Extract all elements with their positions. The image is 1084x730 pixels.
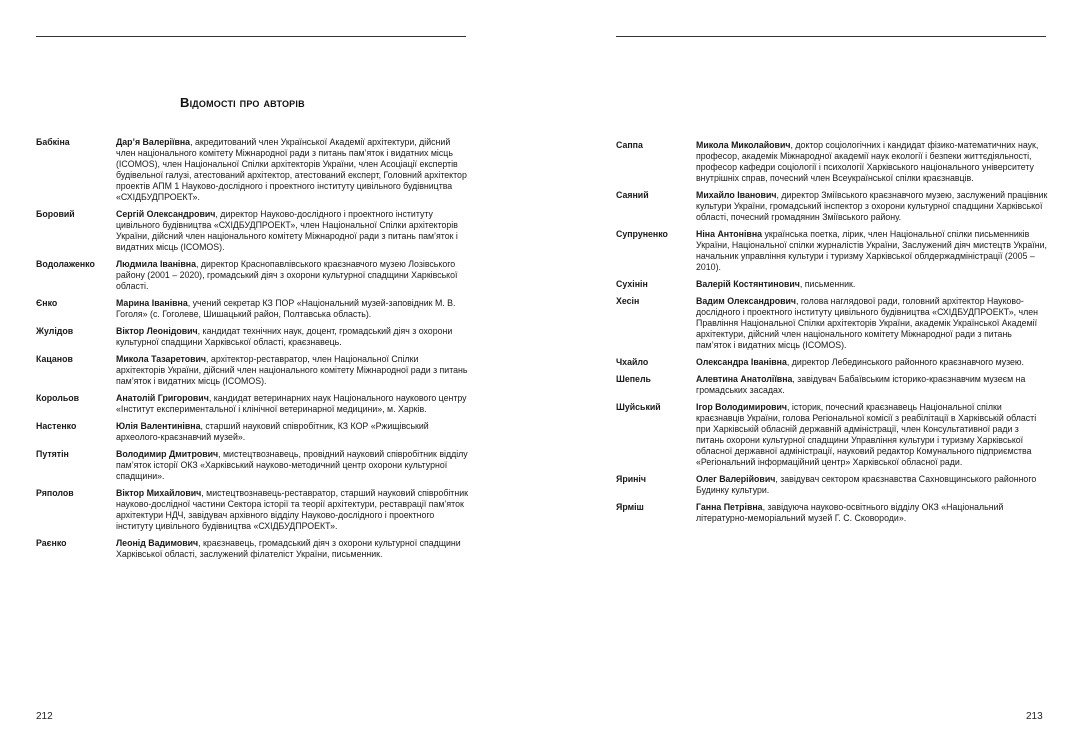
author-bio: , краєзнавець, громадський діяч з охорони культурної спадщини Харківської області, заслужений філателіст України, письменник. xyxy=(116,538,461,559)
authors-list xyxy=(616,140,1048,530)
author-description xyxy=(696,229,1048,273)
author-name: Олег Валерійович xyxy=(696,474,776,484)
header-rule xyxy=(36,36,466,37)
author-entry xyxy=(36,488,468,532)
author-entry xyxy=(36,298,468,320)
author-entry xyxy=(616,474,1048,496)
author-surname: Хесін xyxy=(616,296,640,306)
author-bio: , завідувач Бабаївським історико-краєзнавчим музеєм на громадських засадах. xyxy=(696,374,1026,395)
author-bio: , учений секретар КЗ ПОР «Національний музей-заповідник М. В. Гоголя» (с. Гоголеве, Шишацький район, Полтавська область). xyxy=(116,298,456,319)
author-description xyxy=(696,402,1048,468)
author-name: Алевтина Анатоліївна xyxy=(696,374,793,384)
author-surname: Саппа xyxy=(616,140,643,150)
author-description xyxy=(116,538,468,560)
author-bio: , директор Зміївського краєзнавчого музею, заслужений працівник культури України, громадський інспектор з охорони культурної спадщини Харківської області, почесний громадянин Зміївського району. xyxy=(696,190,1048,222)
author-surname: Раєнко xyxy=(36,538,67,548)
author-entry xyxy=(616,357,1048,368)
author-surname: Жулідов xyxy=(36,326,74,336)
author-name: Валерій Костянтинович xyxy=(696,279,800,289)
author-bio: , мистецтвознавець, провідний науковий співробітник відділу пам’яток історії ОКЗ «Харківський науково-методичний центр охорони культурної спадщини». xyxy=(116,449,468,481)
author-name: Ігор Володимирович xyxy=(696,402,787,412)
author-bio: , директор Лебединського районного краєзнавчого музею. xyxy=(786,357,1024,367)
author-name: Віктор Михайлович xyxy=(116,488,202,498)
author-entry xyxy=(616,279,1048,290)
author-entry xyxy=(36,538,468,560)
author-name: Дар’я Валеріївна xyxy=(116,137,191,147)
author-description xyxy=(116,488,468,532)
author-description xyxy=(116,449,468,482)
author-bio: , акредитований член Української Академії архітектури, дійсний член національного комітету Міжнародної ради з питань пам’яток і видатних місць (ICOMOS), член Національної Спілки архітекторів України, член Асоціації експертів будівельної галузі, атестований архітектор, атестований експерт, Головний архітектор проектів АПМ 1 Науково-дослідного і проектного інституту цивільного будівництва «СХІДБУДПРОЕКТ». xyxy=(116,137,467,202)
author-entry xyxy=(616,502,1048,524)
author-surname: Шепель xyxy=(616,374,651,384)
author-surname: Настенко xyxy=(36,421,77,431)
author-surname: Сухінін xyxy=(616,279,648,289)
author-bio: , голова наглядової ради, головний архітектор Науково-дослідного і проектного інституту цивільного будівництва «СХІДБУДПРОЕКТ», член Правління Національної Спілки архітекторів України, академік Української Академії архітектури, дійсний член національного комітету Міжнародної ради з питань пам’яток і видатних місць (ICOMOS). xyxy=(696,296,1038,350)
author-entry xyxy=(36,421,468,443)
author-bio: , завідуюча науково-освітнього відділу ОКЗ «Національний літературно-меморіальний музей Г. С. Сковороди». xyxy=(696,502,1004,523)
author-name: Юлія Валентинівна xyxy=(116,421,201,431)
author-surname: Саяний xyxy=(616,190,649,200)
author-bio: , кандидат ветеринарних наук Національного наукового центру «Інститут експериментальної і клінічної ветеринарної медицини», м. Харків. xyxy=(116,393,467,414)
author-bio: , директор Краснопавлівського краєзнавчого музею Лозівського району (2001 – 2020), громадський діяч з охорони культурної спадщини Харківської області. xyxy=(116,259,458,291)
author-bio: , письменник. xyxy=(799,279,856,289)
author-surname: Шуйський xyxy=(616,402,661,412)
author-surname: Ряполов xyxy=(36,488,74,498)
author-entry xyxy=(36,326,468,348)
author-description xyxy=(116,209,468,253)
authors-list xyxy=(36,137,468,566)
author-name: Марина Іванівна xyxy=(116,298,188,308)
author-entry xyxy=(36,354,468,387)
author-entry xyxy=(616,229,1048,273)
author-description xyxy=(696,474,1048,496)
author-description xyxy=(696,140,1048,184)
author-name: Олександра Іванівна xyxy=(696,357,787,367)
author-bio: , кандидат технічних наук, доцент, громадський діяч з охорони культурної спадщини Харківської області, краєзнавець. xyxy=(116,326,453,347)
author-name: Ганна Петрівна xyxy=(696,502,763,512)
author-description xyxy=(116,421,468,443)
author-surname: Боровий xyxy=(36,209,75,219)
author-entry xyxy=(616,140,1048,184)
author-name: Микола Тазаретович xyxy=(116,354,207,364)
author-surname: Супруненко xyxy=(616,229,668,239)
author-description xyxy=(696,357,1048,368)
author-entry xyxy=(36,209,468,253)
author-bio: , завідувач сектором краєзнавства Сахновщинського районного Будинку культури. xyxy=(696,474,1037,495)
author-bio: , директор Науково-дослідного і проектного інституту цивільного будівництва «СХІДБУДПРОЕКТ», член Національної Спілки архітекторів України, дійсний член національного комітету Міжнародної ради з питань пам’яток і видатних місць (ICOMOS). xyxy=(116,209,458,252)
author-bio: , історик, почесний краєзнавець Національної спілки краєзнавців України, голова Регіональної комісії з реабілітації в Харківській області при Харківській обласній державній адміністрації, член Консультативної ради з питань охорони культурної спадщини Управління культури і туризму Харківської обласної державної адміністрації, науковий редактор Комунального підприємства «Регіональний інформаційний центр» Харківської обласної ради. xyxy=(696,402,1037,467)
author-description xyxy=(696,296,1048,351)
author-description xyxy=(116,393,468,415)
author-description xyxy=(696,190,1048,223)
author-name: Микола Миколайович xyxy=(696,140,791,150)
author-entry xyxy=(616,374,1048,396)
author-name: Анатолій Григорович xyxy=(116,393,209,403)
author-entry xyxy=(36,259,468,292)
author-name: Людмила Іванівна xyxy=(116,259,196,269)
page-number: 213 xyxy=(1026,711,1043,722)
author-description xyxy=(116,298,468,320)
header-rule xyxy=(616,36,1046,37)
author-entry xyxy=(616,402,1048,468)
author-description xyxy=(116,137,468,203)
author-name: Володимир Дмитрович xyxy=(116,449,219,459)
author-surname: Бабкіна xyxy=(36,137,70,147)
author-surname: Кацанов xyxy=(36,354,73,364)
author-entry xyxy=(36,137,468,203)
author-name: Віктор Леонідович xyxy=(116,326,198,336)
author-entry xyxy=(616,296,1048,351)
author-description xyxy=(696,502,1048,524)
author-name: Вадим Олександрович xyxy=(696,296,797,306)
author-description xyxy=(116,259,468,292)
author-description xyxy=(696,374,1048,396)
author-surname: Корольов xyxy=(36,393,80,403)
author-entry xyxy=(36,393,468,415)
author-name: Сергій Олександрович xyxy=(116,209,216,219)
author-surname: Водолаженко xyxy=(36,259,95,269)
author-name: Михайло Іванович xyxy=(696,190,777,200)
author-name: Леонід Вадимович xyxy=(116,538,199,548)
page-title: Відомості про авторів xyxy=(180,95,305,110)
author-description xyxy=(116,326,468,348)
author-bio: , мистецтвознавець-реставратор, старший науковий співробітник науково-дослідної частини Сектора історії та теорії архітектури, реставрації пам’яток архітектури НДЧ, завідувач архівного відділу Науково-дослідного і проектного інституту цивільного будівництва «СХІДБУДПРОЕКТ». xyxy=(116,488,468,531)
author-bio: , доктор соціологічних і кандидат фізико-математичних наук, професор, академік Міжнародної академії наук екології і безпеки життєдіяльності, професор кафедри соціології і психології Харківського національного університету внутрішніх справ, почесний член Всеукраїнської спілки краєзнавців. xyxy=(696,140,1039,183)
author-bio: , старший науковий співробітник, КЗ КОР «Ржищівський археолого-краєзнавчий музей». xyxy=(116,421,429,442)
author-name: Ніна Антонівна xyxy=(696,229,763,239)
author-bio: українська поетка, лірик, член Національної спілки письменників України, Національної спілки журналістів України, Заслужений діяч мистецтв України, начальник управління культури і туризму Харківської облдержадміністрації (2005 – 2010). xyxy=(696,229,1047,272)
author-surname: Путятін xyxy=(36,449,69,459)
author-surname: Єнко xyxy=(36,298,58,308)
author-surname: Чхайло xyxy=(616,357,649,367)
author-entry xyxy=(616,190,1048,223)
author-bio: , архітектор-реставратор, член Національної Спілки архітекторів України, дійсний член національного комітету Міжнародної ради з питань пам’яток і видатних місць (ICOMOS). xyxy=(116,354,468,386)
author-surname: Яриніч xyxy=(616,474,646,484)
author-entry xyxy=(36,449,468,482)
author-description xyxy=(696,279,1048,290)
author-surname: Ярміш xyxy=(616,502,644,512)
author-description xyxy=(116,354,468,387)
right-page xyxy=(542,0,1084,730)
page-number: 212 xyxy=(36,711,53,722)
